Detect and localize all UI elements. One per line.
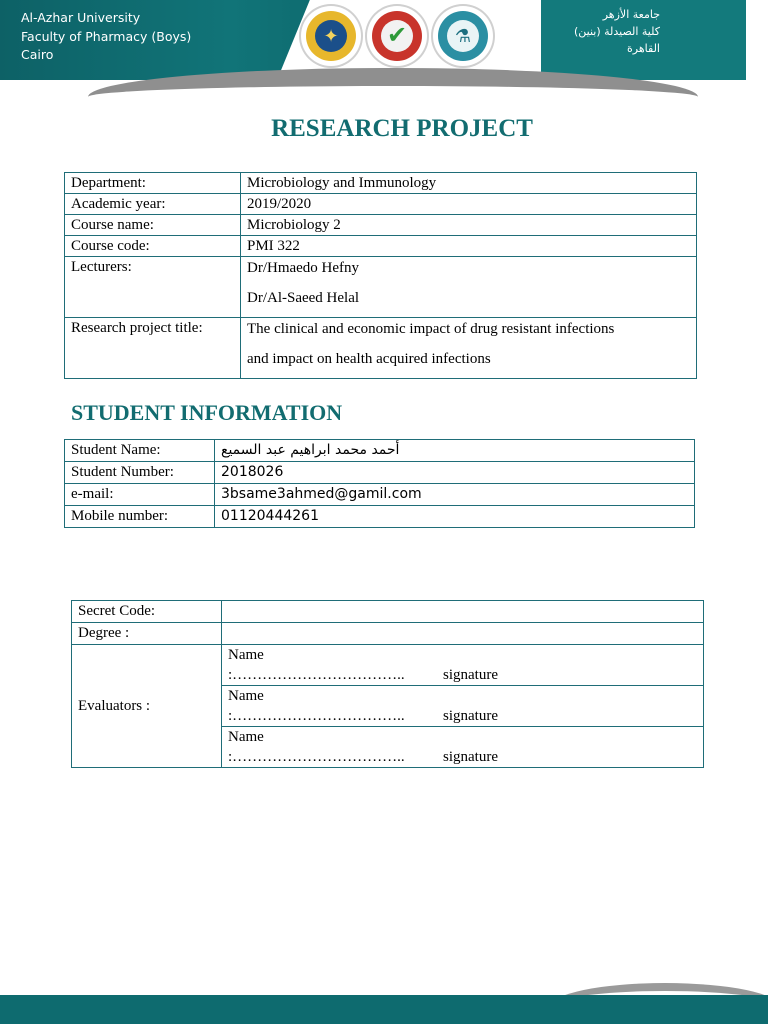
table-row — [72, 601, 704, 623]
evaluator-name-label: Name :…………………………….. — [228, 688, 405, 724]
table-row — [65, 440, 695, 462]
student-info-table — [64, 439, 695, 528]
university-name-arabic — [556, 6, 660, 57]
table-row — [65, 257, 697, 318]
secret-code-value — [222, 601, 704, 623]
degree-value — [222, 623, 704, 645]
signature-label: signature — [443, 749, 498, 765]
project-title-label: Research project title: — [65, 318, 241, 379]
secret-code-label: Secret Code: — [72, 601, 222, 623]
student-name-label: Student Name: — [65, 440, 215, 462]
signature-label: signature — [443, 667, 498, 683]
university-line-ar: جامعة الأزهر — [602, 8, 660, 21]
university-name-english — [21, 9, 191, 65]
table-row — [65, 506, 695, 528]
student-number-value: 2018026 — [215, 462, 695, 484]
project-info-table — [64, 172, 697, 379]
pharmacy-mortar-emblem-icon: ⚗ — [433, 6, 493, 66]
project-title-line: and impact on health acquired infections — [247, 351, 491, 367]
academic-year-label: Academic year: — [65, 194, 241, 215]
faculty-check-emblem-icon: ✔ — [367, 6, 427, 66]
student-name-text: أحمد محمد ابراهيم عبد السميع — [221, 442, 400, 458]
city-line-ar: القاهرة — [627, 42, 660, 55]
academic-year-value: 2019/2020 — [241, 194, 697, 215]
signature-label: signature — [443, 708, 498, 724]
table-row — [72, 645, 704, 686]
mobile-number-label: Mobile number: — [65, 506, 215, 528]
city-line: Cairo — [21, 47, 54, 62]
lecturer-name: Dr/Hmaedo Hefny — [247, 260, 360, 276]
faculty-line-ar: كلية الصيدلة (بنين) — [573, 25, 660, 38]
email-value: 3bsame3ahmed@gamil.com — [215, 484, 695, 506]
table-row — [65, 484, 695, 506]
course-code-value: PMI 322 — [241, 236, 697, 257]
lecturers-value — [241, 257, 697, 318]
student-info-heading: STUDENT INFORMATION — [71, 400, 343, 425]
evaluator-row — [222, 727, 704, 768]
lecturer-name: Dr/Al-Saeed Helal — [247, 290, 360, 306]
course-name-label: Course name: — [65, 215, 241, 236]
footer-band — [0, 995, 768, 1024]
evaluators-label: Evaluators : — [72, 645, 222, 768]
table-row — [65, 215, 697, 236]
table-row — [65, 194, 697, 215]
email-label: e-mail: — [65, 484, 215, 506]
evaluation-table — [71, 600, 704, 768]
department-value: Microbiology and Immunology — [241, 173, 697, 194]
page-title: RESEARCH PROJECT — [271, 115, 533, 142]
lecturers-label: Lecturers: — [65, 257, 241, 318]
course-name-value: Microbiology 2 — [241, 215, 697, 236]
project-title-line: The clinical and economic impact of drug resistant infections — [247, 321, 615, 337]
student-number-label: Student Number: — [65, 462, 215, 484]
faculty-line: Faculty of Pharmacy (Boys) — [21, 28, 192, 44]
course-code-label: Course code: — [65, 236, 241, 257]
table-row — [65, 236, 697, 257]
evaluator-name-label: Name :…………………………….. — [228, 729, 405, 765]
evaluator-row — [222, 645, 704, 686]
mobile-number-value: 01120444261 — [215, 506, 695, 528]
project-title-value — [241, 318, 697, 379]
table-row — [65, 173, 697, 194]
table-row — [72, 623, 704, 645]
student-name-value — [215, 440, 695, 462]
al-azhar-seal-icon: ✦ — [301, 6, 361, 66]
header-edge — [746, 0, 768, 80]
university-line: Al-Azhar University — [21, 10, 141, 25]
table-row — [65, 462, 695, 484]
degree-label: Degree : — [72, 623, 222, 645]
evaluator-name-label: Name :…………………………….. — [228, 647, 405, 683]
table-row — [65, 318, 697, 379]
department-label: Department: — [65, 173, 241, 194]
evaluator-row — [222, 686, 704, 727]
